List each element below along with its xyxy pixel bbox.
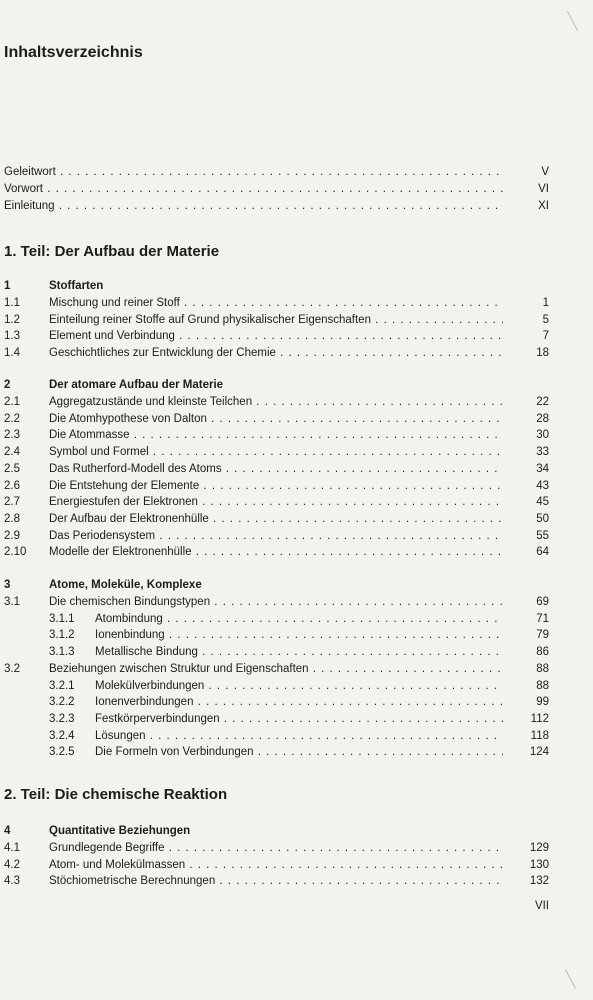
entry-page: 88 [536, 680, 549, 692]
entry-page: XI [538, 200, 549, 212]
chapter-number: 1 [4, 280, 11, 292]
chapter-title: Stoffarten [49, 280, 104, 292]
subsection-entry [0, 611, 549, 627]
entry-label: Ionenbindung . . . [95, 627, 503, 643]
entry-page: 124 [529, 746, 549, 758]
entry-page: 43 [536, 480, 549, 492]
entry-label: Die chemischen Bindungstypen . . . [49, 594, 503, 610]
entry-label: Einteilung reiner Stoffe auf Grund physikalischer Eigenschaften . . . [49, 312, 503, 328]
entry-page: 22 [536, 396, 549, 408]
section-entry [0, 494, 549, 510]
front-matter-entry [0, 181, 549, 197]
entry-number: 1.2 [4, 314, 20, 326]
entry-label: Das Rutherford-Modell des Atoms . . . [49, 461, 503, 477]
section-entry [0, 312, 549, 328]
entry-label: Atombindung . . . [95, 611, 503, 627]
entry-number: 2.8 [4, 513, 20, 525]
entry-label: Vorwort . . . [4, 181, 503, 197]
chapter-number: 3 [4, 579, 11, 591]
entry-number: 2.10 [4, 546, 27, 558]
entry-number: 3.2.3 [49, 713, 75, 725]
subsection-entry [0, 644, 549, 660]
entry-page: 71 [536, 613, 549, 625]
entry-page: VI [538, 183, 549, 195]
entry-number: 3.2 [4, 663, 20, 675]
entry-page: 129 [529, 842, 549, 854]
entry-page: 88 [536, 663, 549, 675]
entry-number: 2.3 [4, 429, 20, 441]
entry-page: 33 [536, 446, 549, 458]
entry-label: Lösungen . . . [95, 728, 503, 744]
section-entry [0, 661, 549, 677]
entry-label: Der Aufbau der Elektronenhülle . . . [49, 511, 503, 527]
section-entry [0, 444, 549, 460]
entry-page: 28 [536, 413, 549, 425]
entry-label: Mischung und reiner Stoff . . . [49, 295, 503, 311]
section-entry [0, 873, 549, 889]
entry-page: 18 [536, 347, 549, 359]
section-entry [0, 528, 549, 544]
entry-page: 30 [536, 429, 549, 441]
section-entry [0, 394, 549, 410]
entry-label: Die Atommasse . . . [49, 427, 503, 443]
entry-label: Element und Verbindung . . . [49, 328, 503, 344]
entry-number: 3.2.2 [49, 696, 75, 708]
page-title: Inhaltsverzeichnis [4, 44, 143, 61]
entry-number: 3.1.3 [49, 646, 75, 658]
section-entry [0, 544, 549, 560]
entry-label: Beziehungen zwischen Struktur und Eigenschaften . . . [49, 661, 503, 677]
section-entry [0, 840, 549, 856]
entry-number: 2.6 [4, 480, 20, 492]
section-entry [0, 511, 549, 527]
chapter-number: 4 [4, 825, 11, 837]
entry-label: Die Entstehung der Elemente . . . [49, 478, 503, 494]
entry-number: 2.9 [4, 530, 20, 542]
entry-label: Ionenverbindungen . . . [95, 694, 503, 710]
entry-number: 2.4 [4, 446, 20, 458]
entry-label: Die Formeln von Verbindungen . . . [95, 744, 503, 760]
section-entry [0, 328, 549, 344]
section-entry [0, 411, 549, 427]
entry-page: 99 [536, 696, 549, 708]
section-entry [0, 461, 549, 477]
entry-number: 3.1.2 [49, 629, 75, 641]
entry-number: 4.1 [4, 842, 20, 854]
entry-label: Modelle der Elektronenhülle . . . [49, 544, 503, 560]
section-entry [0, 594, 549, 610]
subsection-entry [0, 694, 549, 710]
entry-page: 69 [536, 596, 549, 608]
entry-page: 34 [536, 463, 549, 475]
entry-label: Metallische Bindung . . . [95, 644, 503, 660]
chapter-title: Quantitative Beziehungen [49, 825, 191, 837]
entry-number: 4.3 [4, 875, 20, 887]
entry-number: 3.1.1 [49, 613, 75, 625]
entry-number: 1.4 [4, 347, 20, 359]
entry-page: 86 [536, 646, 549, 658]
chapter-heading [0, 377, 549, 393]
entry-label: Aggregatzustände und kleinste Teilchen . . . [49, 394, 503, 410]
entry-page: 132 [529, 875, 549, 887]
entry-page: 79 [536, 629, 549, 641]
section-entry [0, 857, 549, 873]
entry-page: 7 [542, 330, 549, 342]
entry-page: 130 [529, 859, 549, 871]
scan-mark [567, 11, 578, 31]
entry-number: 3.2.4 [49, 730, 75, 742]
entry-page: 45 [536, 496, 549, 508]
entry-label: Die Atomhypothese von Dalton . . . [49, 411, 503, 427]
entry-page: 50 [536, 513, 549, 525]
entry-number: 1.3 [4, 330, 20, 342]
section-entry [0, 345, 549, 361]
entry-label: Atom- und Molekülmassen . . . [49, 857, 503, 873]
entry-page: 55 [536, 530, 549, 542]
entry-label: Molekülverbindungen . . . [95, 678, 503, 694]
entry-page: 5 [542, 314, 549, 326]
part-heading: 2. Teil: Die chemische Reaktion [4, 786, 228, 803]
chapter-title: Der atomare Aufbau der Materie [49, 379, 224, 391]
entry-page: 118 [530, 730, 549, 742]
entry-label: Symbol und Formel . . . [49, 444, 503, 460]
entry-label: Festkörperverbindungen . . . [95, 711, 503, 727]
section-entry [0, 478, 549, 494]
subsection-entry [0, 728, 549, 744]
entry-label: Einleitung . . . [4, 198, 503, 214]
entry-number: 3.2.1 [49, 680, 75, 692]
entry-page: 64 [536, 546, 549, 558]
entry-number: 2.2 [4, 413, 20, 425]
section-entry [0, 427, 549, 443]
entry-label: Grundlegende Begriffe . . . [49, 840, 503, 856]
subsection-entry [0, 744, 549, 760]
entry-page: 1 [542, 297, 549, 309]
entry-label: Energiestufen der Elektronen . . . [49, 494, 503, 510]
entry-page: V [541, 166, 549, 178]
part-heading: 1. Teil: Der Aufbau der Materie [4, 243, 220, 260]
entry-label: Das Periodensystem . . . [49, 528, 503, 544]
entry-number: 2.5 [4, 463, 20, 475]
chapter-number: 2 [4, 379, 11, 391]
entry-page: 112 [530, 713, 549, 725]
entry-number: 3.1 [4, 596, 20, 608]
entry-label: Stöchiometrische Berechnungen . . . [49, 873, 503, 889]
entry-number: 1.1 [4, 297, 20, 309]
page-folio: VII [534, 900, 549, 912]
entry-label: Geschichtliches zur Entwicklung der Chemie . . . [49, 345, 503, 361]
section-entry [0, 295, 549, 311]
front-matter-entry [0, 164, 549, 180]
front-matter-entry [0, 198, 549, 214]
entry-number: 3.2.5 [49, 746, 75, 758]
entry-number: 2.1 [4, 396, 20, 408]
chapter-heading [0, 823, 549, 839]
chapter-title: Atome, Moleküle, Komplexe [49, 579, 202, 591]
entry-number: 2.7 [4, 496, 20, 508]
entry-number: 4.2 [4, 859, 20, 871]
subsection-entry [0, 678, 549, 694]
entry-label: Geleitwort . . . [4, 164, 503, 180]
subsection-entry [0, 627, 549, 643]
subsection-entry [0, 711, 549, 727]
scan-mark [565, 969, 576, 989]
chapter-heading [0, 278, 549, 294]
chapter-heading [0, 577, 549, 593]
